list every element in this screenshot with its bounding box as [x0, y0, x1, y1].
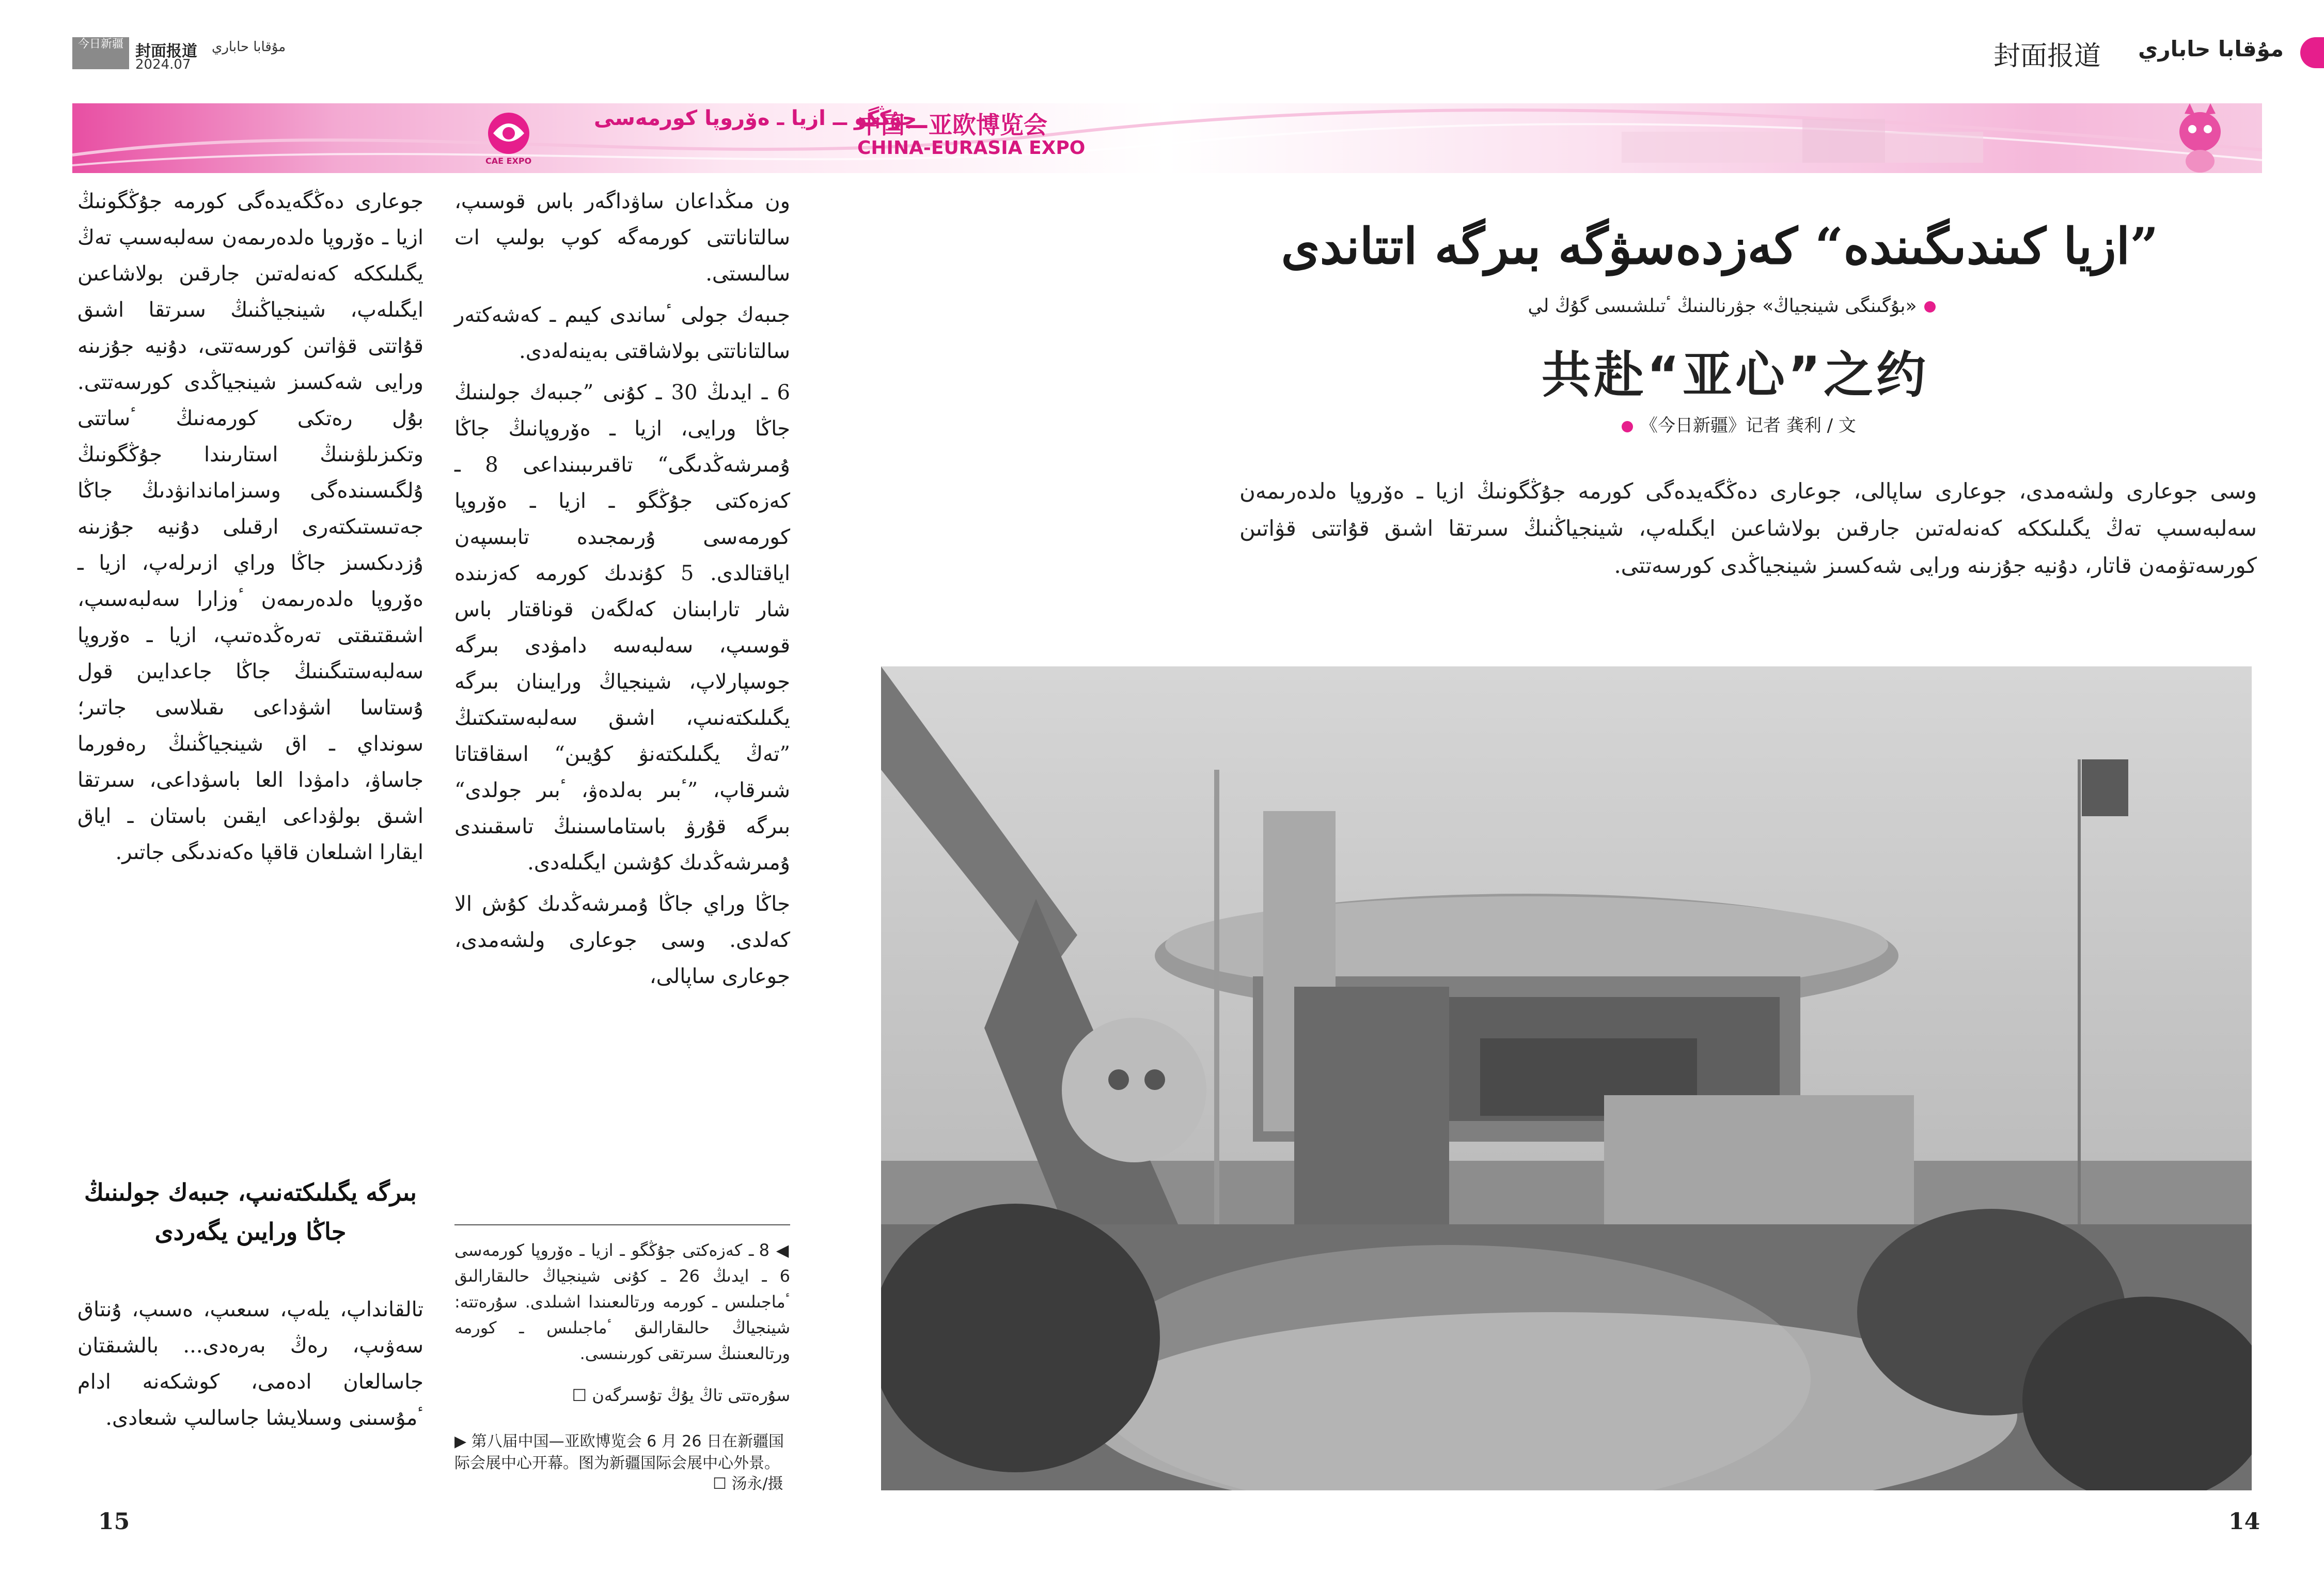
credit-box-icon: ☐ [572, 1385, 592, 1405]
expo-logo-text: CAE EXPO [485, 156, 532, 166]
banner-swoosh-graphic [72, 103, 2262, 173]
flower-bed-illustration [881, 1183, 2252, 1490]
banner-title-ug: جۇڭگو ــ ازيا ـ ەۆروپا كورمەسى [594, 106, 917, 130]
photo-credit-cn: ☐ 汤永/摄 [713, 1475, 783, 1493]
mid-paragraph-2: جىبەك جولى ٴساندى كيىم ـ كەشەكتەر سالتاناتتى بولاشاقتى بەينەلەدى. [454, 303, 790, 363]
expo-center-photo [881, 666, 2252, 1490]
page-number-left: 15 [98, 1508, 130, 1535]
cae-expo-logo [480, 108, 537, 165]
photo-caption-cn: ▶ 第八届中国—亚欧博览会 6 月 26 日在新疆国际会展中心开幕。图为新疆国际会展中心外景。 [454, 1433, 784, 1472]
caption-divider [454, 1224, 790, 1225]
expo-banner [72, 103, 2262, 173]
mid-paragraph-4: جاڭا وراي جاڭا ۇمىرشەڭدىك كۇش الا كەلدى. وسى جوعارى ولشەمدى، جوعارى ساپالى، [454, 892, 790, 988]
mid-paragraph-1: ون مىڭداعان ساۋداگەر باس قوسىپ، سالتاناتتى كورمەگە كوپ بولىپ ات سالىستى. [454, 190, 790, 286]
section-label-ug-left: مۇقابا حاباري [212, 39, 286, 55]
article-title-cn: 共赴“亚心”之约 [1541, 346, 1929, 404]
article-headline-ug: ”ازيا كىندىگىندە“ كەزدەسۋگە بىرگە اتتاندى [1281, 217, 2159, 275]
section-label-cn-left: 封面报道 [135, 42, 197, 60]
mid-column-text [454, 183, 790, 994]
article-lead: وسى جوعارى ولشەمدى، جوعارى ساپالى، جوعارى دەڭگەيدەگى كورمە جۇڭگونىڭ ازيا ـ ەۆروپا ەلدەرىمەن سەلبەسىپ تەڭ يگىلىككە كەنەلەتىن جارقىن بولاشاعىن ايگىلەپ، شينجياڭنىڭ سىرتقا اشىق قۇاتتى قۋاتىن كورسەتۋمەن قاتار، دۇنيە جۇزىنە ورايى شەكسىز شينجياڭدى كورسەتتى. [1239, 478, 2257, 578]
section-tab-marker [2300, 37, 2324, 68]
magazine-logo: 今日新疆 [72, 37, 129, 69]
photo-caption-ug: ◀ 8 ـ كەزەكتى جۇڭگو ـ ازيا ـ ەۆروپا كورمەسى 6 ـ ايدىڭ 26 ـ كۇنى شينجياڭ حالىقارالىق ٴماجىلىس ـ كورمە ورتالىعىندا اشىلدى. سۇرەتتە: شينجياڭ حالىقارالىق ٴماجىلىس ـ كورمە ورتالىعىنىڭ سىرتقى كورىنىسى. [454, 1240, 791, 1363]
left-subheading: بىرگە يگىلىكتەنىپ، جىبەك جولىنىڭ جاڭا ورايىن يگەردى [84, 1178, 417, 1246]
banner-title-cn: 中国—亚欧博览会 [857, 111, 1047, 139]
left-column-text [77, 183, 423, 870]
mid-paragraph-3: 6 ـ ايدىڭ 30 ـ كۇنى ”جىبەك جولىنىڭ جاڭا ورايى، ازيا ـ ەۆروپانىڭ جاڭا ۇمىرشەڭدىگى“ تاقىرىبىنداعى 8 ـ كەزەكتى جۇڭگو ـ ازيا ـ ەۆروپا كورمەسى ۇرىمجىدە تابىسپەن اياقتالدى. 5 كۇندىك كورمە كەزىندە شار تارابىنان كەلگەن قوناقتار باس قوسىپ، سەلبەسە دامۋدى بىرگە جوسپارلاپ، شينجياڭ ورايىنان بىرگە يگىلىكتەنىپ، اشىق سەلبەستىكتىڭ ”تەڭ يگىلىكتەنۋ كۇيىن“ اسقاقتاتا شىرقاپ، ”ٴبىر بەلدەۋ، ٴبىر جولدى“ بىرگە قۇرۋ باستاماسىنىڭ تاسقىندى ۇمىرشەڭدىك كۇشىن ايگىلەدى. [454, 381, 790, 875]
credit-box-icon: ☐ [713, 1475, 732, 1493]
section-label-ug-right: مۇقابا حاباري [2138, 36, 2284, 61]
page-number-right: 14 [2228, 1508, 2260, 1535]
photo-credit-ug: سۇرەتتى تاڭ يۇڭ تۇسىرگەن ☐ [572, 1385, 790, 1405]
section-label-cn-right: 封面报道 [1993, 41, 2101, 72]
caption-arrow-icon: ◀ [769, 1240, 791, 1260]
bullet-dot [1924, 301, 1936, 313]
issue-date: 2024.07 [135, 57, 191, 72]
banner-title-en: CHINA-EURASIA EXPO [857, 137, 1086, 159]
left-paragraph-1: جوعارى دەڭگەيدەگى كورمە جۇڭگونىڭ ازيا ـ ەۆروپا ەلدەرىمەن سەلبەسىپ تەڭ يگىلىككە كەنەلەتىن جارقىن بولاشاعىن ايگىلەپ، شينجياڭنىڭ سىرتقا اشىق قۇاتتى قۋاتىن كورسەتتى، دۇنيە جۇزىنە ورايى شەكسىز شينجياڭدى كورسەتتى. بۇل رەتكى كورمەنىڭ ٴساتتى وتكىزىلۋىنىڭ استارىندا جۇڭگونىڭ ۇلگىسىندەگى وسىزاماندانۋدىڭ جاڭا جەتىستىكتەرى ارقىلى دۇنيە جۇزىنە ۇزدىكسىز جاڭا وراي ازىرلەپ، ازيا ـ ەۆروپا ەلدەرىمەن ٴوزارا سەلبەسىپ، اشىقتىقتى تەرەڭدەتىپ، ازيا ـ ەۆروپا سەلبەستىگىنىڭ جاڭا جاعدايىن قول ۇستاسا اشۋداعى ىقىلاسى جاتىر؛ سونداي ـ اق شينجياڭنىڭ رەفورما جاساۋ، دامۋدا العا باسۋداعى، سىرتقا اشىق بولۋداعى ايقىن باستان ـ اياق ايقارا اشىلعان قاقپا ەكەندىگى جاتىر. [77, 190, 423, 864]
left-paragraph-2: تالقانداپ، يلەپ، سىعىپ، ەسىپ، ۇنتاق سەۋىپ، رەڭ بەرەدى... بالشىقتان جاسالعان ادەمى، كوشكەنە ادام ٴمۇسىنى وسىلايشا جاسالىپ شىعادى. [77, 1298, 423, 1430]
article-byline-ug: «بۇگىنگى شينجياڭ» جۋرنالىنىڭ ٴتىلشىسى گۇڭ لي [1394, 295, 2076, 317]
caption-arrow-icon: ▶ [454, 1433, 472, 1451]
expo-mascot-icon [2164, 103, 2236, 173]
article-byline-cn: 《今日新疆》记者 龚利 / 文 [1394, 411, 2076, 437]
bullet-dot [1622, 421, 1633, 432]
